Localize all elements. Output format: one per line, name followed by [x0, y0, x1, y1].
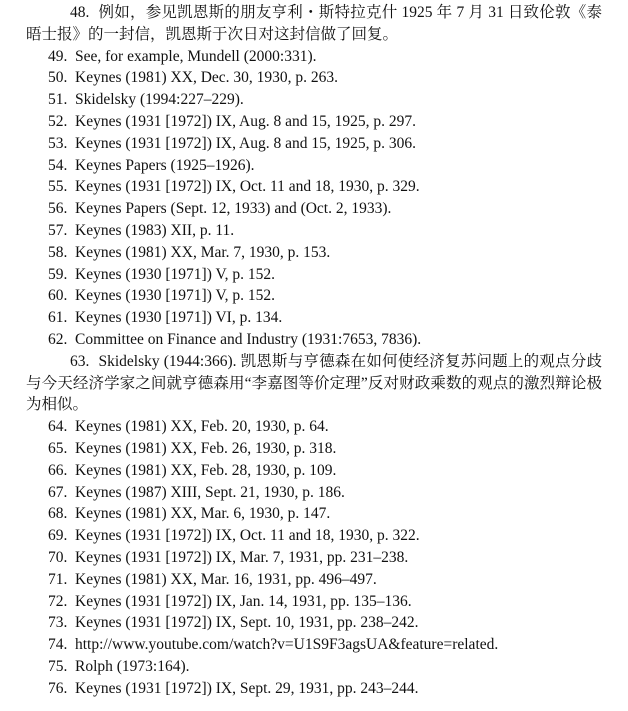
note-72 — [26, 591, 602, 613]
note-63 — [26, 351, 602, 416]
note-text: Keynes (1930 [1971]) V, p. 152. — [75, 265, 276, 283]
note-number: 76. — [48, 679, 68, 697]
note-number: 75. — [48, 657, 68, 675]
note-text: Keynes (1981) XX, Dec. 30, 1930, p. 263. — [75, 69, 339, 87]
note-number: 60. — [48, 287, 68, 305]
note-text: Keynes (1930 [1971]) V, p. 152. — [75, 287, 276, 305]
note-text: Keynes (1981) XX, Mar. 7, 1930, p. 153. — [75, 243, 331, 261]
note-number: 52. — [48, 112, 68, 130]
note-65 — [26, 438, 602, 460]
note-75 — [26, 656, 602, 678]
note-number: 56. — [48, 200, 68, 218]
note-text: Keynes (1981) XX, Mar. 6, 1930, p. 147. — [75, 505, 331, 523]
note-number: 70. — [48, 548, 68, 566]
note-number: 53. — [48, 134, 68, 152]
note-number: 59. — [48, 265, 68, 283]
note-number: 54. — [48, 156, 68, 174]
note-text: Keynes (1931 [1972]) IX, Sept. 10, 1931, pp. 238–242. — [75, 614, 419, 632]
note-number: 49. — [48, 47, 68, 65]
note-55 — [26, 176, 602, 198]
note-text: Keynes (1987) XIII, Sept. 21, 1930, p. 186. — [75, 483, 345, 501]
note-64 — [26, 416, 602, 438]
note-text: Rolph (1973:164). — [75, 657, 190, 675]
note-number: 72. — [48, 592, 68, 610]
note-68 — [26, 503, 602, 525]
note-number: 69. — [48, 527, 68, 545]
note-text: Keynes (1931 [1972]) IX, Oct. 11 and 18, 1930, p. 322. — [75, 527, 420, 545]
note-number: 68. — [48, 505, 68, 523]
note-text: Keynes (1981) XX, Feb. 20, 1930, p. 64. — [75, 418, 329, 436]
note-62 — [26, 329, 602, 351]
note-76 — [26, 678, 602, 700]
note-text: Keynes (1930 [1971]) VI, p. 134. — [75, 309, 283, 327]
note-number: 73. — [48, 614, 68, 632]
note-text: See, for example, Mundell (2000:331). — [75, 47, 317, 65]
note-number: 64. — [48, 418, 68, 436]
note-74 — [26, 634, 602, 656]
note-text: Keynes (1981) XX, Feb. 26, 1930, p. 318. — [75, 439, 337, 457]
note-text: Keynes (1983) XII, p. 11. — [75, 221, 235, 239]
note-57 — [26, 220, 602, 242]
note-number: 74. — [48, 636, 68, 654]
note-number: 63. — [70, 352, 90, 370]
note-59 — [26, 264, 602, 286]
note-text: Skidelsky (1994:227–229). — [75, 91, 244, 109]
note-51 — [26, 89, 602, 111]
note-number: 66. — [48, 461, 68, 479]
note-58 — [26, 242, 602, 264]
note-number: 62. — [48, 330, 68, 348]
note-60 — [26, 285, 602, 307]
note-69 — [26, 525, 602, 547]
note-number: 57. — [48, 221, 68, 239]
note-number: 71. — [48, 570, 68, 588]
note-56 — [26, 198, 602, 220]
note-53 — [26, 133, 602, 155]
note-49 — [26, 46, 602, 68]
note-text: Committee on Finance and Industry (1931:7653, 7836). — [75, 330, 422, 348]
note-number: 50. — [48, 69, 68, 87]
note-50 — [26, 67, 602, 89]
note-number: 61. — [48, 309, 68, 327]
note-61 — [26, 307, 602, 329]
note-67 — [26, 482, 602, 504]
note-text: Keynes (1931 [1972]) IX, Aug. 8 and 15, 1925, p. 297. — [75, 112, 416, 130]
note-71 — [26, 569, 602, 591]
note-text: Keynes (1931 [1972]) IX, Jan. 14, 1931, pp. 135–136. — [75, 592, 412, 610]
note-text: Keynes Papers (1925–1926). — [75, 156, 255, 174]
note-66 — [26, 460, 602, 482]
note-text: Keynes (1931 [1972]) IX, Oct. 11 and 18, 1930, p. 329. — [75, 178, 420, 196]
note-text: Skidelsky (1944:366). 凯恩斯与亨德森在如何使经济复苏问题上的观点分歧与今天经济学家之间就亨德森用“李嘉图等价定理”反对财政乘数的观点的激烈辩论极为相似。 — [26, 352, 603, 414]
note-number: 65. — [48, 439, 68, 457]
note-48 — [26, 2, 602, 46]
note-number: 55. — [48, 178, 68, 196]
note-text: Keynes (1931 [1972]) IX, Mar. 7, 1931, pp. 231–238. — [75, 548, 409, 566]
note-52 — [26, 111, 602, 133]
note-number: 48. — [70, 4, 90, 21]
note-link[interactable]: http://www.youtube.com/watch?v=U1S9F3agsUA&feature=related. — [75, 636, 499, 654]
note-text: Keynes (1981) XX, Feb. 28, 1930, p. 109. — [75, 461, 337, 479]
note-text: Keynes (1981) XX, Mar. 16, 1931, pp. 496–497. — [75, 570, 377, 588]
note-number: 58. — [48, 243, 68, 261]
note-number: 51. — [48, 91, 68, 109]
note-70 — [26, 547, 602, 569]
note-text: 例如，参见凯恩斯的朋友亨利・斯特拉克什 1925 年 7 月 31 日致伦敦《泰晤士报》的一封信，凯恩斯于次日对这封信做了回复。 — [26, 4, 602, 43]
note-73 — [26, 612, 602, 634]
note-text: Keynes (1931 [1972]) IX, Aug. 8 and 15, 1925, p. 306. — [75, 134, 416, 152]
note-54 — [26, 155, 602, 177]
note-text: Keynes Papers (Sept. 12, 1933) and (Oct. 2, 1933). — [75, 200, 392, 218]
note-number: 67. — [48, 483, 68, 501]
note-text: Keynes (1931 [1972]) IX, Sept. 29, 1931, pp. 243–244. — [75, 679, 419, 697]
